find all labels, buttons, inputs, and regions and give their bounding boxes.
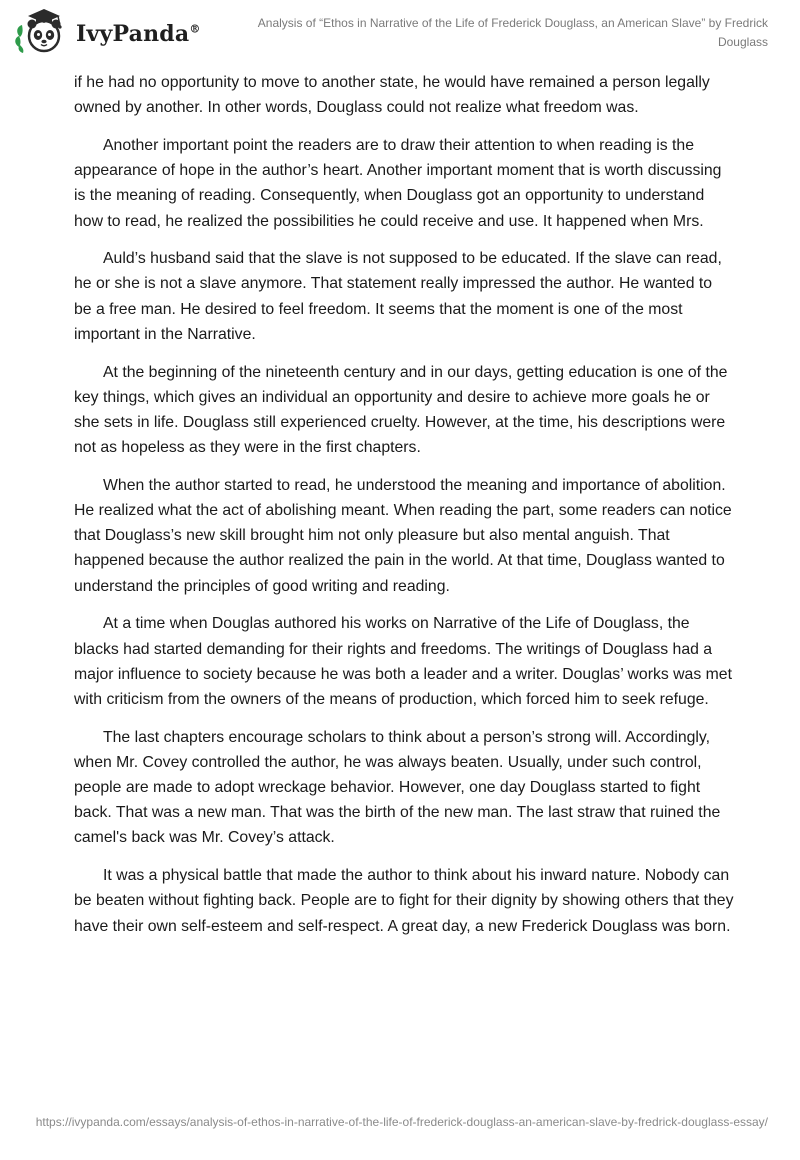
essay-body	[74, 70, 734, 951]
paragraph: The last chapters encourage scholars to think about a person’s strong will. Accordingly, when Mr. Covey controlled the author, he was always beaten. Usually, under such control, people are made to adopt wreckage behavior. However, one day Douglass started to fight back. That was a new man. That was the birth of the new man. The last straw that ruined the camel's back was Mr. Covey’s attack.	[74, 728, 721, 847]
registered-mark: ®	[189, 22, 201, 36]
document-title: Analysis of “Ethos in Narrative of the Life of Frederick Douglass, an American Slave” by Fredrick Douglass	[257, 16, 768, 49]
brand-text: IvyPanda	[76, 21, 190, 47]
page-header	[0, 0, 800, 60]
paragraph: if he had no opportunity to move to another state, he would have remained a person legally owned by another. In other words, Douglass could not realize what freedom was.	[74, 74, 710, 117]
panda-graduate-icon	[14, 7, 70, 55]
paragraph: At a time when Douglas authored his works on Narrative of the Life of Douglass, the blacks had started demanding for their rights and freedoms. The writings of Douglass had a major influence to society because he was both a leader and a writer. Douglas’ works was met with criticism from the owners of the means of production, which forced him to seek refuge.	[74, 615, 732, 708]
paragraph: Auld’s husband said that the slave is not supposed to be educated. If the slave can read, he or she is not a slave anymore. That statement really impressed the author. He wanted to be a free man. He desired to feel freedom. It seems that the moment is one of the most important in the Narrative.	[74, 250, 722, 343]
paragraph: Another important point the readers are to draw their attention to when reading is the appearance of hope in the author’s heart. Another important moment that is worth discussing is the meaning of reading. Consequently, when Douglass got an opportunity to understand how to read, he realized the possibilities he could receive and use. It happened when Mrs.	[74, 136, 722, 230]
paragraph: When the author started to read, he understood the meaning and importance of abolition. He realized what the act of abolishing meant. When reading the part, some readers can notice that Douglass’s new skill brought him not only pleasure but also mental anguish. That happened because the author realized the pain in the world. At that time, Douglass wanted to understand the principles of good writing and reading.	[74, 476, 732, 595]
paragraph: It was a physical battle that made the author to think about his inward nature. Nobody can be beaten without fighting back. People are to fight for their dignity by showing others that they have their own self-esteem and self-respect. A great day, a new Frederick Douglass was born.	[74, 867, 734, 935]
paragraph: At the beginning of the nineteenth century and in our days, getting education is one of the key things, which gives an individual an opportunity and desire to achieve more goals he or she sets in life. Douglass still experienced cruelty. However, at the time, his descriptions were not as hopeless as they were in the first chapters.	[74, 363, 728, 457]
ivypanda-logo[interactable]	[14, 7, 214, 59]
brand-name	[76, 21, 201, 47]
source-url[interactable]: https://ivypanda.com/essays/analysis-of-ethos-in-narrative-of-the-life-of-frederick-douglass-an-american-slave-by-fredrick-douglass-essay/	[35, 1115, 768, 1129]
